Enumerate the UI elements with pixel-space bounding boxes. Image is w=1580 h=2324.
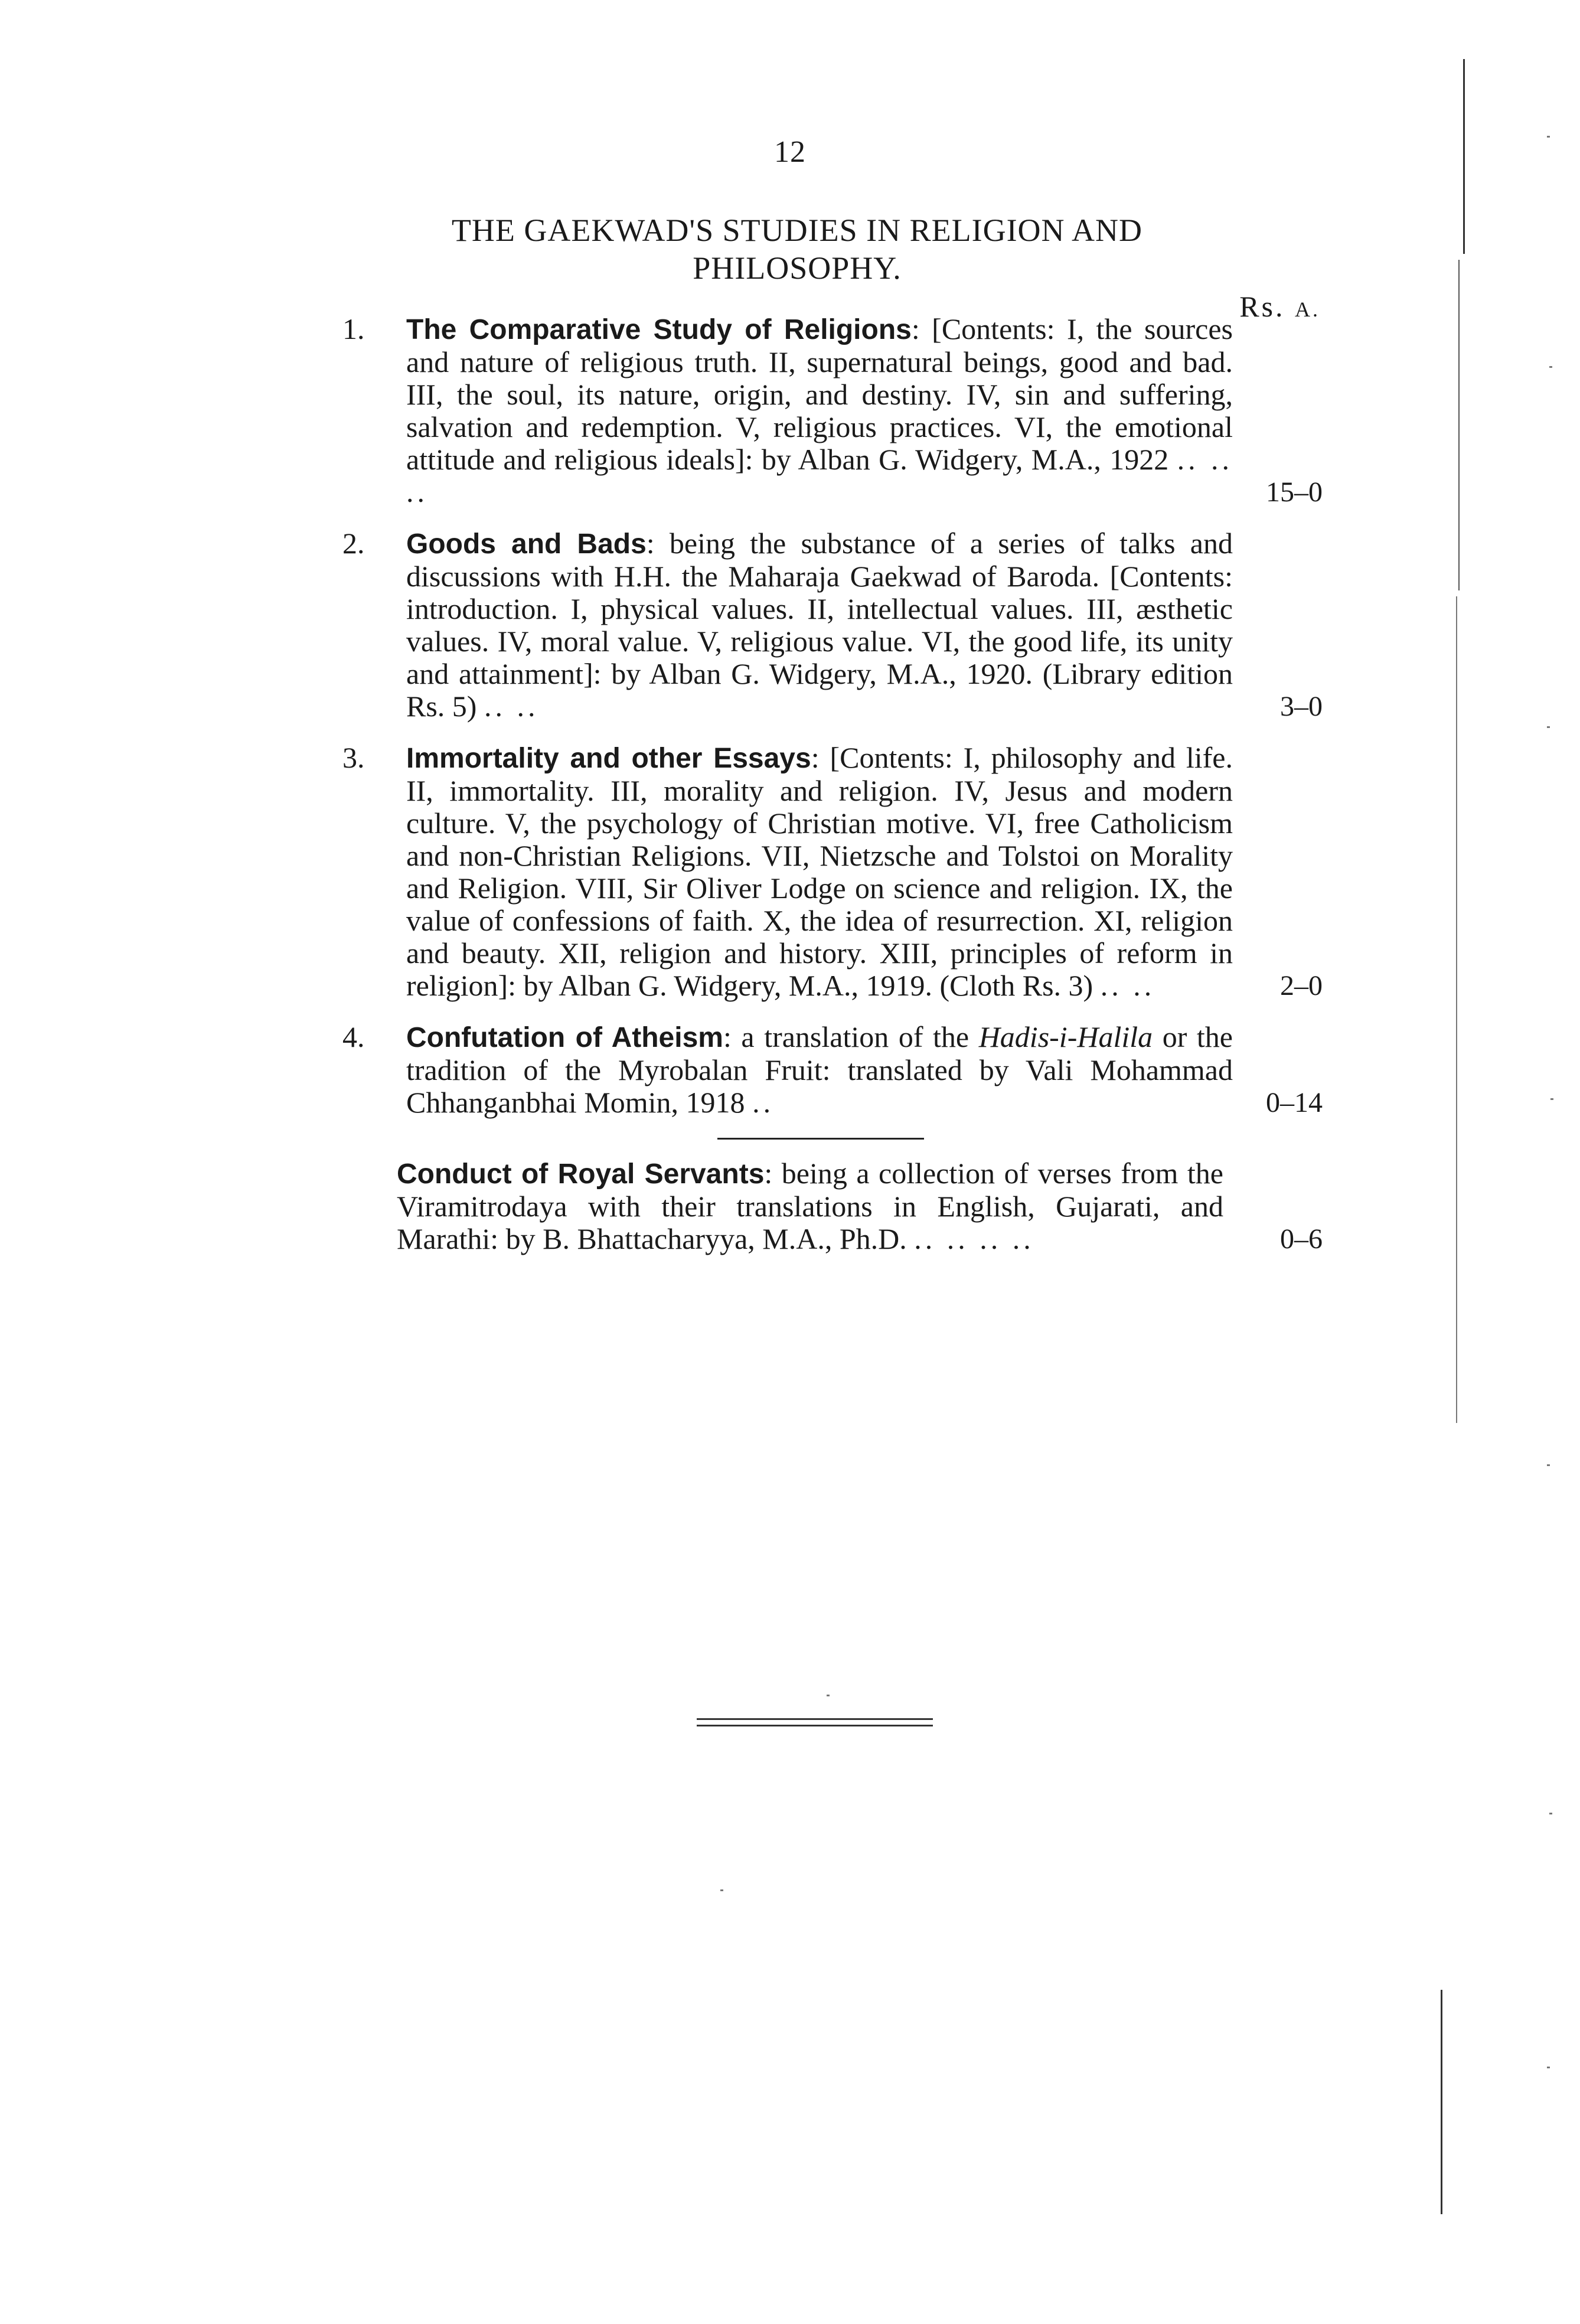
entry-text: : being the substance of a series of talks and discussions with H.H. the Maharaja Gaekwad of Baroda. [Contents: introduction. I, physical values. II, intellectual values. III, æsthetic values. IV, moral value. V, religious value. VI, the good life, its unity and attainment]: by Alban G. Widgery, M.A., 1920. (Library edition Rs. 5) (406, 527, 1233, 723)
scan-margin-line (1441, 1990, 1442, 2214)
book-entry (331, 527, 1323, 723)
scan-margin-line (1456, 596, 1457, 1423)
scan-speck (1549, 1813, 1552, 1814)
scan-speck (1547, 2067, 1550, 2068)
scan-speck (1549, 366, 1552, 368)
scan-speck (1547, 1464, 1550, 1466)
entry-price: 0–14 (1266, 1087, 1323, 1118)
dot-leaders: .. .. (484, 690, 539, 723)
entry-title: Immortality and other Essays (406, 743, 811, 774)
entry-title: Goods and Bads (406, 528, 647, 560)
entry-number: 2. (342, 527, 365, 560)
entry-title: The Comparative Study of Religions (406, 314, 912, 345)
entry-price: 3–0 (1280, 691, 1323, 722)
entry-description (397, 1157, 1223, 1255)
dot-leaders: .. .. (1100, 969, 1155, 1002)
series-title-line: THE GAEKWAD'S STUDIES IN RELIGION AND (451, 213, 1143, 248)
entry-description (406, 1021, 1233, 1119)
entry-text: : [Contents: I, philosophy and life. II, immortality. III, morality and religion. IV, Jesus and modern culture. V, the psychology of Christian motive. VI, free Catholicism and non-Christian Religions. VII, Nietzsche and Tolstoi on Morality and Religion. VIII, Sir Oliver Lodge on science and religion. IX, the value of confessions of faith. X, the idea of resurrection. XI, religion and beauty. XII, religion and history. XIII, principles of reform in religion]: by Alban G. Widgery, M.A., 1919. (Cloth Rs. 3) (406, 741, 1233, 1002)
entry-text: or the tradition of the Myrobalan Fruit: translated by Vali Mohammad Chhanganbhai Momin, 1918 (406, 1020, 1233, 1119)
scan-speck (1547, 726, 1550, 728)
entry-italic-title: Hadis-i-Halila (978, 1020, 1153, 1053)
entry-price: 15–0 (1266, 476, 1323, 508)
annas-header: A. (1295, 298, 1320, 321)
page-number: 12 (774, 135, 806, 169)
entry-text: : a translation of the (723, 1020, 979, 1053)
book-entry (331, 742, 1323, 1002)
rupees-header: Rs. (1239, 290, 1285, 323)
scan-speck (1550, 1098, 1553, 1100)
scan-margin-line (1458, 260, 1460, 590)
entry-number: 3. (342, 741, 365, 774)
book-entry (331, 1157, 1323, 1255)
book-entry (331, 313, 1323, 508)
entry-description (406, 742, 1233, 1002)
scan-speck (720, 1889, 723, 1891)
entry-price: 2–0 (1280, 970, 1323, 1001)
entry-description (406, 313, 1233, 508)
entry-title: Conduct of Royal Servants (397, 1158, 765, 1190)
dot-leaders: .. (752, 1086, 775, 1119)
book-list (331, 313, 1323, 1274)
entry-number: 4. (342, 1020, 365, 1053)
series-title (354, 211, 1240, 287)
entry-title: Confutation of Atheism (406, 1022, 723, 1053)
dot-leaders: .. .. .. .. (914, 1222, 1034, 1255)
scan-speck (1547, 136, 1550, 138)
entry-number: 1. (342, 312, 365, 345)
closing-double-rule (697, 1718, 933, 1726)
series-title-line: PHILOSOPHY. (693, 250, 902, 286)
scan-speck (827, 1695, 830, 1696)
book-entry (331, 1021, 1323, 1119)
entry-description (406, 527, 1233, 723)
entry-price: 0–6 (1280, 1223, 1323, 1255)
entry-text: : being a collection of verses from the Viramitrodaya with their translations in English, Gujarati, and Marathi: by B. Bhattacharyya, M.A., Ph.D. (397, 1157, 1223, 1255)
entry-text: : [Contents: I, the sources and nature of religious truth. II, supernatural beings, good and bad. III, the soul, its nature, origin, and destiny. IV, sin and suffering, salvation and redemption. V, religious practices. VI, the emotional attitude and religious ideals]: by Alban G. Widgery, M.A., 1922 (406, 312, 1233, 476)
section-divider (717, 1138, 924, 1140)
dot-leaders: .. .. .. (406, 443, 1233, 508)
